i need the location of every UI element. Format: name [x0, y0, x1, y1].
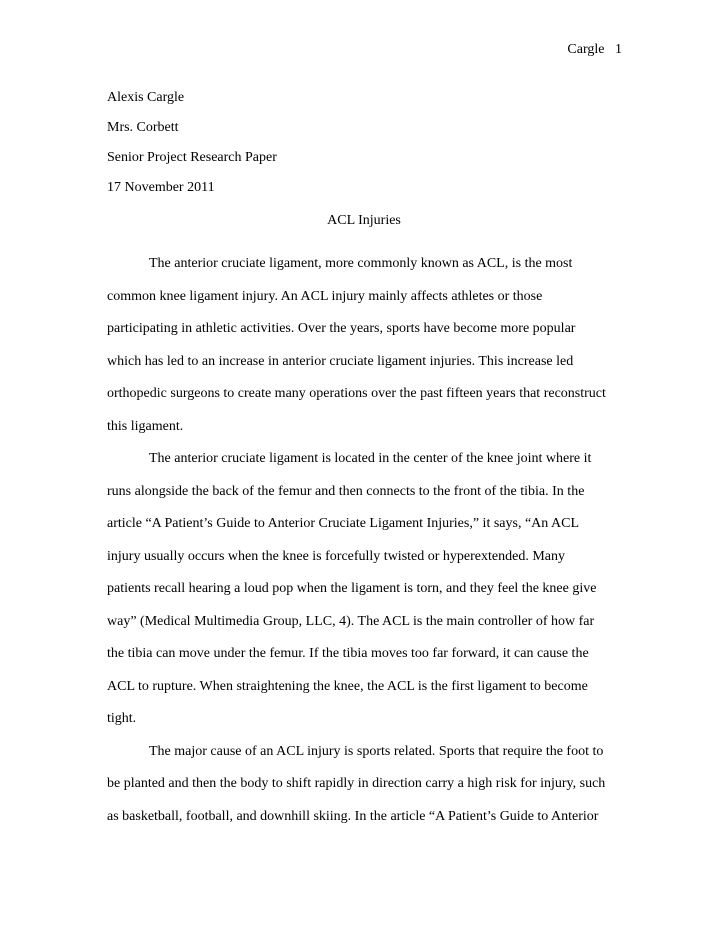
paper-title: ACL Injuries [327, 213, 401, 228]
text-line: runs alongside the back of the femur and then connects to the front of the tibia. In the [107, 483, 585, 499]
page-number: 1 [615, 42, 622, 57]
text-line: the tibia can move under the femur. If the tibia moves too far forward, it can cause the [107, 646, 589, 661]
text-line: be planted and then the body to shift rapidly in direction carry a high risk for injury, such [107, 776, 606, 791]
text-line: this ligament. [107, 418, 184, 434]
text-line: tight. [107, 711, 137, 726]
text-line: which has led to an increase in anterior cruciate ligament injuries. This increase led [107, 353, 574, 369]
text-line: The anterior cruciate ligament is located in the center of the knee joint where it [149, 451, 592, 466]
body-text [107, 248, 627, 833]
course-name: Senior Project Research Paper [107, 150, 277, 165]
text-line: injury usually occurs when the knee is forcefully twisted or hyperextended. Many [107, 548, 565, 564]
text-line: The major cause of an ACL injury is sports related. Sports that require the foot to [149, 743, 604, 759]
text-line: way” (Medical Multimedia Group, LLC, 4). The ACL is the main controller of how far [107, 613, 595, 629]
paper-date: 17 November 2011 [107, 180, 215, 195]
running-head [0, 40, 622, 60]
text-line: article “A Patient’s Guide to Anterior Cruciate Ligament Injuries,” it says, “An ACL [107, 516, 579, 531]
text-line: common knee ligament injury. An ACL injury mainly affects athletes or those [107, 288, 543, 304]
text-line: participating in athletic activities. Over the years, sports have become more popular [107, 321, 576, 336]
running-head-name: Cargle [567, 42, 605, 57]
text-line: orthopedic surgeons to create many operations over the past fifteen years that reconstruct [107, 386, 606, 401]
text-line: patients recall hearing a loud pop when the ligament is torn, and they feel the knee give [107, 581, 597, 596]
instructor-name: Mrs. Corbett [107, 120, 179, 135]
author-name: Alexis Cargle [107, 90, 185, 105]
text-line: ACL to rupture. When straightening the knee, the ACL is the first ligament to become [107, 678, 588, 694]
text-line: The anterior cruciate ligament, more commonly known as ACL, is the most [149, 256, 573, 271]
text-line: as basketball, football, and downhill skiing. In the article “A Patient’s Guide to Anterior [107, 808, 599, 824]
